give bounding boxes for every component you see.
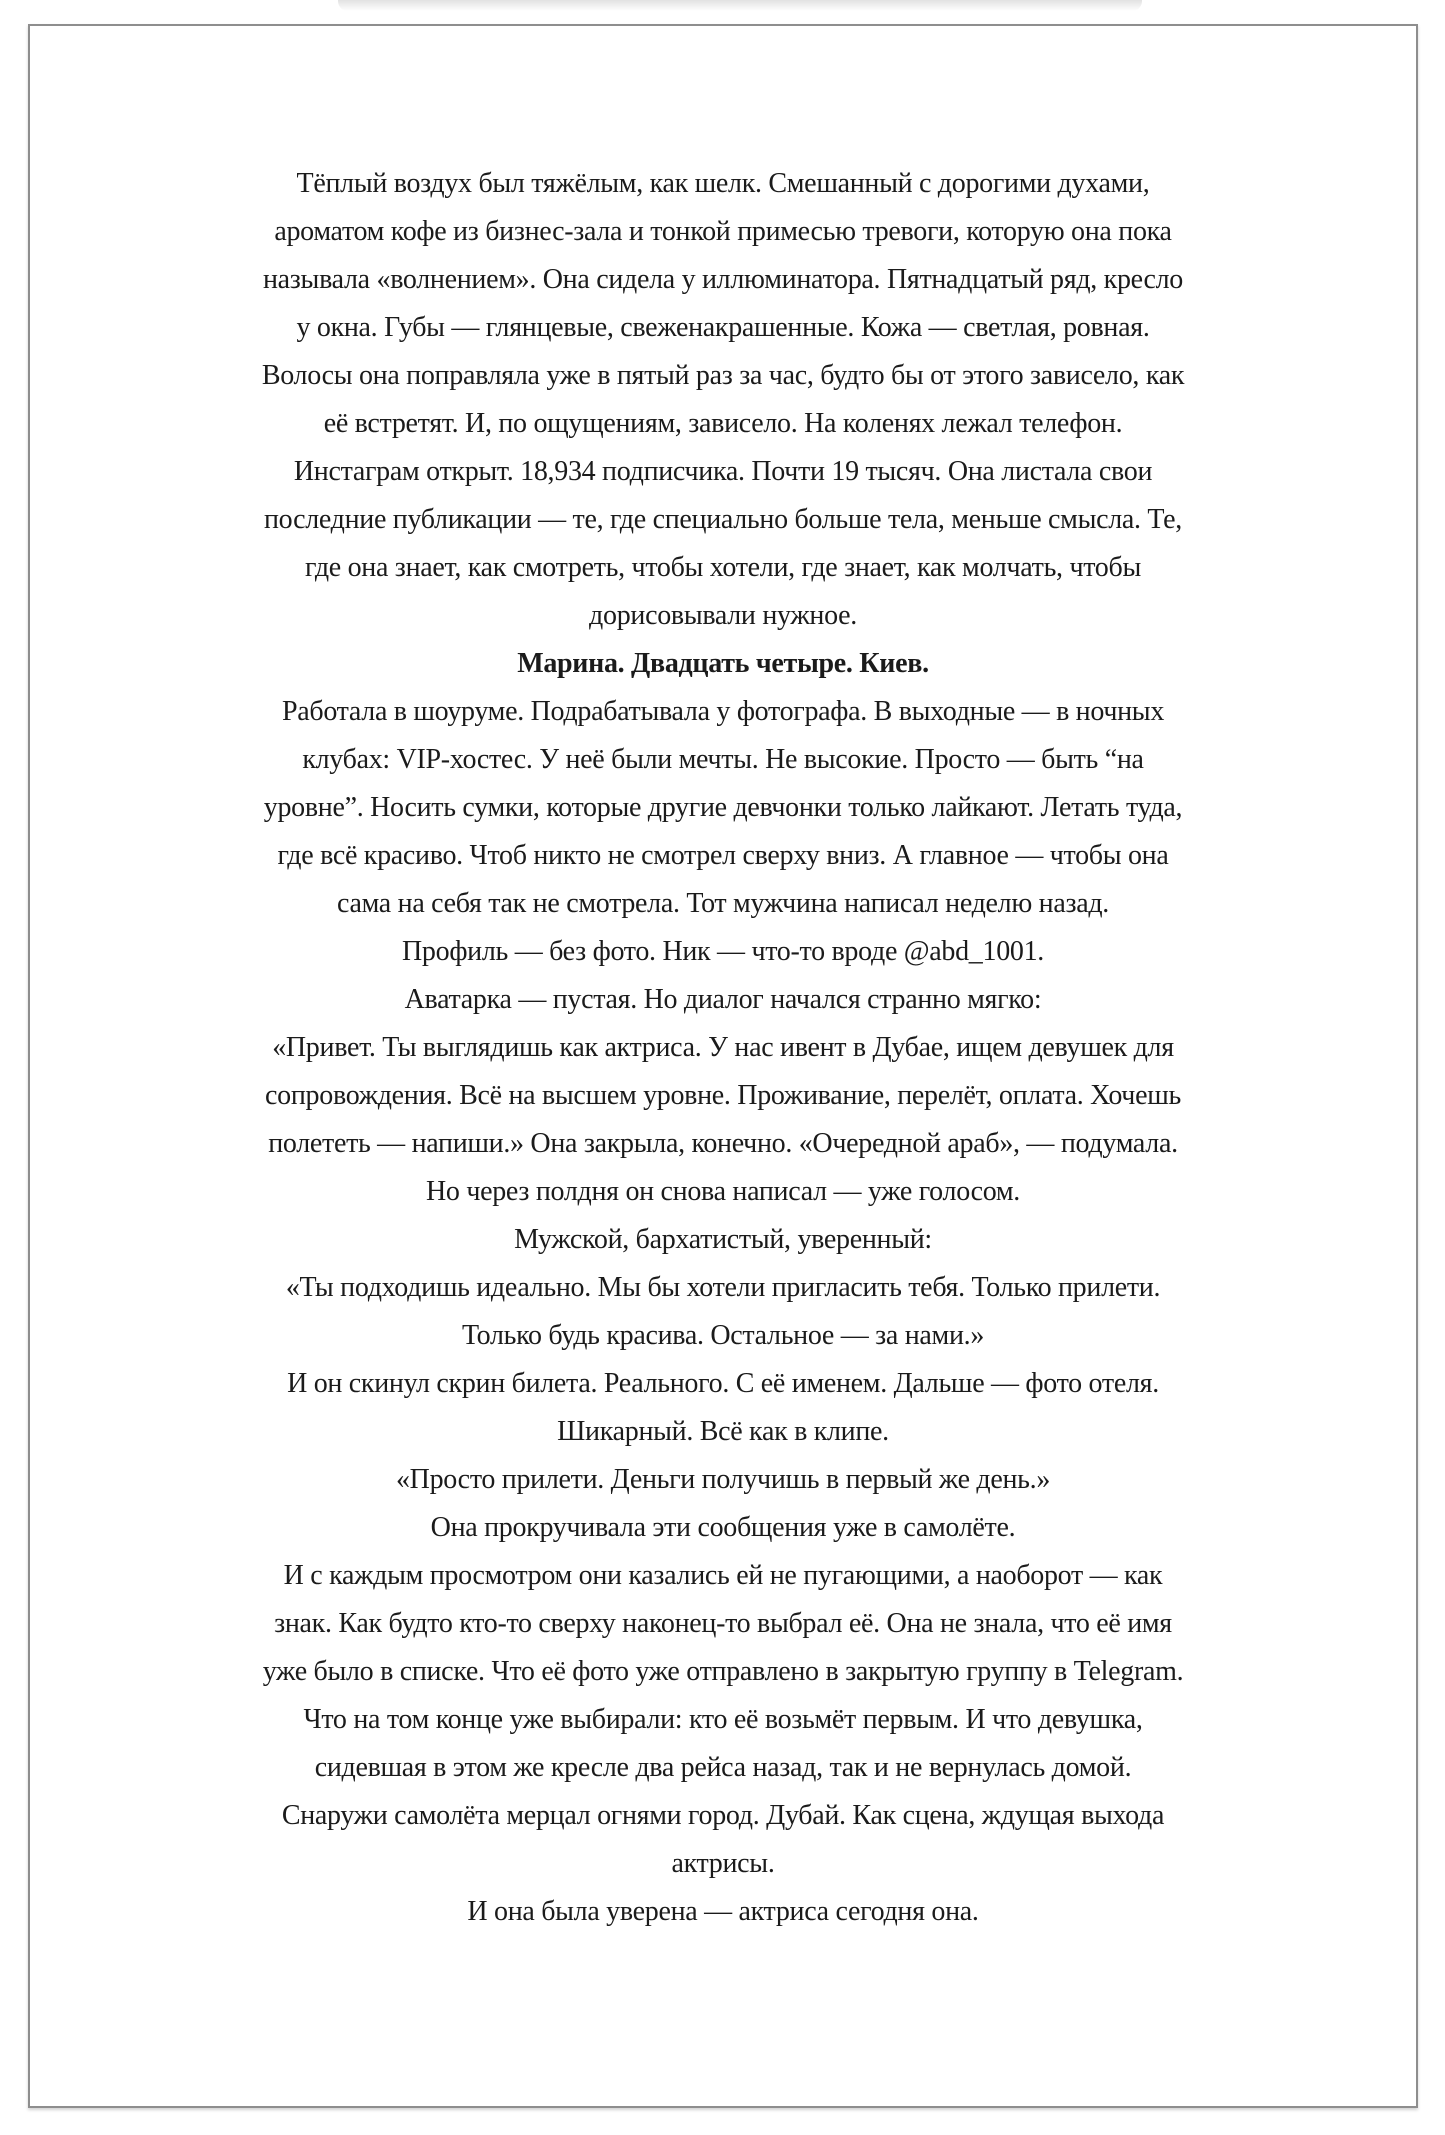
- text-line: уже было в списке. Что её фото уже отправлено в закрытую группу в Telegram.: [262, 1656, 1184, 1687]
- text-line: ароматом кофе из бизнес-зала и тонкой примесью тревоги, которую она пока: [274, 216, 1172, 247]
- text-line: Тёплый воздух был тяжёлым, как шелк. Смешанный с дорогими духами,: [296, 168, 1150, 199]
- text-line: где всё красиво. Чтоб никто не смотрел сверху вниз. А главное — чтобы она: [277, 840, 1169, 871]
- text-line: Шикарный. Всё как в клипе.: [557, 1416, 889, 1447]
- text-line: клубах: VIP-хостес. У неё были мечты. Не высокие. Просто — быть “на: [302, 744, 1144, 775]
- text-line: «Привет. Ты выглядишь как актриса. У нас ивент в Дубае, ищем девушек для: [272, 1032, 1174, 1063]
- text-line: её встретят. И, по ощущениям, зависело. На коленях лежал телефон.: [323, 408, 1123, 439]
- text-line: знак. Как будто кто-то сверху наконец-то выбрал её. Она не знала, что её имя: [274, 1608, 1172, 1639]
- text-line: И она была уверена — актриса сегодня она.: [467, 1896, 979, 1927]
- text-line: сопровождения. Всё на высшем уровне. Проживание, перелёт, оплата. Хочешь: [265, 1080, 1181, 1111]
- top-toolbar-remnant: [338, 0, 1142, 11]
- text-line: Марина. Двадцать четыре. Киев.: [517, 648, 929, 679]
- text-line: Работала в шоуруме. Подрабатывала у фотографа. В выходные — в ночных: [281, 696, 1165, 727]
- text-line: где она знает, как смотреть, чтобы хотели, где знает, как молчать, чтобы: [305, 552, 1141, 583]
- text-line: Аватарка — пустая. Но диалог начался странно мягко:: [404, 984, 1042, 1015]
- text-line: Мужской, бархатистый, уверенный:: [514, 1224, 932, 1255]
- document-page: [28, 24, 1418, 2108]
- text-line: Инстаграм открыт. 18,934 подписчика. Почти 19 тысяч. Она листала свои: [293, 456, 1153, 487]
- text-line: последние публикации — те, где специально больше тела, меньше смысла. Те,: [263, 504, 1182, 535]
- text-line: Только будь красива. Остальное — за нами.»: [461, 1320, 985, 1351]
- text-line: Что на том конце уже выбирали: кто её возьмёт первым. И что девушка,: [303, 1704, 1143, 1735]
- text-line: у окна. Губы — глянцевые, свеженакрашенные. Кожа — светлая, ровная.: [296, 312, 1150, 343]
- story-text: [30, 26, 1416, 1936]
- text-line: Снаружи самолёта мерцал огнями город. Дубай. Как сцена, ждущая выхода: [281, 1800, 1165, 1831]
- text-line: дорисовывали нужное.: [589, 600, 857, 631]
- text-line: Волосы она поправляла уже в пятый раз за час, будто бы от этого зависело, как: [261, 360, 1185, 391]
- text-line: Но через полдня он снова написал — уже голосом.: [426, 1176, 1020, 1207]
- text-line: И с каждым просмотром они казались ей не пугающими, а наоборот — как: [283, 1560, 1163, 1591]
- text-line: актрисы.: [671, 1848, 775, 1879]
- text-line: И он скинул скрин билета. Реального. С её именем. Дальше — фото отеля.: [287, 1368, 1159, 1399]
- text-line: полететь — напиши.» Она закрыла, конечно. «Очередной араб», — подумала.: [268, 1128, 1178, 1159]
- text-line: называла «волнением». Она сидела у иллюминатора. Пятнадцатый ряд, кресло: [262, 264, 1184, 295]
- text-line: уровне”. Носить сумки, которые другие девчонки только лайкают. Летать туда,: [263, 792, 1183, 823]
- text-line: «Ты подходишь идеально. Мы бы хотели пригласить тебя. Только прилети.: [285, 1272, 1161, 1303]
- text-line: сама на себя так не смотрела. Тот мужчина написал неделю назад.: [336, 888, 1110, 919]
- text-line: «Просто прилети. Деньги получишь в первый же день.»: [395, 1464, 1051, 1495]
- text-line: Профиль — без фото. Ник — что-то вроде @abd_1001.: [402, 936, 1044, 967]
- text-line: Она прокручивала эти сообщения уже в самолёте.: [430, 1512, 1016, 1543]
- text-line: сидевшая в этом же кресле два рейса назад, так и не вернулась домой.: [314, 1752, 1132, 1783]
